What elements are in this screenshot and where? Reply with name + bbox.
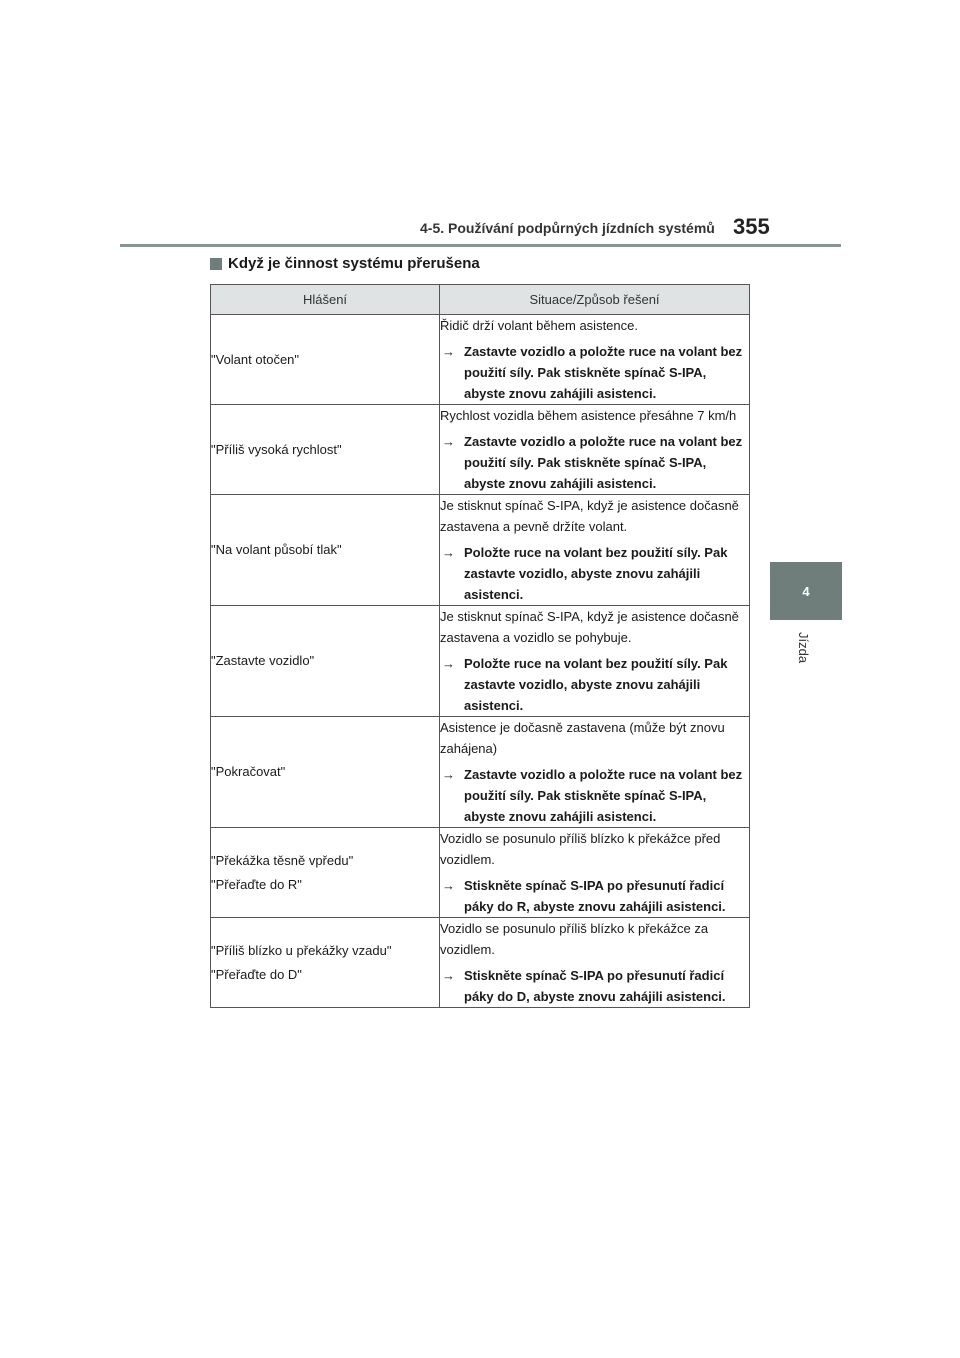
table-header-row (211, 285, 750, 315)
action-text: Položte ruce na volant bez použití síly. Pak zastavte vozidlo, abyste znovu zahájili asistenci. (464, 545, 728, 602)
situation-text: Je stisknut spínač S-IPA, když je asistence dočasně zastavena a pevně držíte volant. (440, 498, 739, 534)
arrow-right-icon: → (442, 968, 455, 983)
action-text: Zastavte vozidlo a položte ruce na volant bez použití síly. Pak stiskněte spínač S-IPA, abyste znovu zahájili asistenci. (464, 434, 743, 491)
situation-cell (440, 315, 750, 405)
message-text: "Volant otočen" (211, 351, 300, 367)
message-text: "Přeřaďte do R" (211, 876, 302, 892)
action-item (440, 875, 749, 917)
action-text: Zastavte vozidlo a položte ruce na volant bez použití síly. Pak stiskněte spínač S-IPA, abyste znovu zahájili asistenci. (464, 344, 743, 401)
situation-text: Asistence je dočasně zastavena (může být znovu zahájena) (440, 720, 725, 756)
arrow-right-icon: → (442, 545, 455, 560)
header-rule (120, 244, 841, 247)
table-row (211, 717, 750, 828)
table-row (211, 606, 750, 717)
running-header: 4-5. Používání podpůrných jízdních systémů (420, 220, 715, 236)
chapter-label: Jízda (796, 632, 811, 664)
message-text: "Přeřaďte do D" (211, 966, 302, 982)
message-text: "Příliš vysoká rychlost" (211, 441, 342, 457)
situation-text: Vozidlo se posunulo příliš blízko k překážce před vozidlem. (440, 831, 721, 867)
situation-text: Je stisknut spínač S-IPA, když je asistence dočasně zastavena a vozidlo se pohybuje. (440, 609, 739, 645)
chapter-tab: 4 (770, 562, 842, 620)
action-item (440, 341, 749, 404)
column-header-situation: Situace/Způsob řešení (440, 285, 750, 315)
message-cell (211, 918, 440, 1008)
message-text: "Zastavte vozidlo" (211, 653, 315, 668)
section-heading (210, 255, 480, 272)
message-text: "Na volant působí tlak" (211, 542, 342, 557)
message-cell (211, 717, 440, 828)
page-number: 355 (733, 214, 770, 239)
arrow-right-icon: → (442, 344, 455, 359)
table-row (211, 405, 750, 495)
situation-text: Vozidlo se posunulo příliš blízko k překážce za vozidlem. (440, 921, 709, 957)
arrow-right-icon: → (442, 878, 455, 893)
action-item (440, 764, 749, 827)
arrow-right-icon: → (442, 656, 455, 671)
situation-cell (440, 495, 750, 606)
situation-cell (440, 405, 750, 495)
action-item (440, 965, 749, 1007)
action-item (440, 431, 749, 494)
situation-cell (440, 828, 750, 918)
column-header-message: Hlášení (211, 285, 440, 315)
action-text: Položte ruce na volant bez použití síly. Pak zastavte vozidlo, abyste znovu zahájili asistenci. (464, 656, 728, 713)
square-bullet-icon (210, 258, 222, 270)
messages-table (210, 284, 750, 1008)
arrow-right-icon: → (442, 434, 455, 449)
action-text: Stiskněte spínač S-IPA po přesunutí řadicí páky do D, abyste znovu zahájili asistenci. (464, 968, 726, 1004)
message-cell (211, 828, 440, 918)
message-text: "Příliš blízko u překážky vzadu" (211, 942, 392, 958)
situation-cell (440, 606, 750, 717)
table-row (211, 315, 750, 405)
message-text: "Překážka těsně vpředu" (211, 852, 354, 868)
arrow-right-icon: → (442, 767, 455, 782)
situation-text: Řidič drží volant během asistence. (440, 318, 638, 333)
message-cell (211, 495, 440, 606)
situation-text: Rychlost vozidla během asistence přesáhne 7 km/h (440, 408, 737, 423)
message-cell (211, 315, 440, 405)
table-row (211, 828, 750, 918)
message-cell (211, 405, 440, 495)
section-heading-text: Když je činnost systému přerušena (228, 255, 480, 272)
table-row (211, 918, 750, 1008)
action-item (440, 653, 749, 716)
message-cell (211, 606, 440, 717)
table-row (211, 495, 750, 606)
message-text: "Pokračovat" (211, 764, 286, 779)
situation-cell (440, 717, 750, 828)
situation-cell (440, 918, 750, 1008)
action-item (440, 542, 749, 605)
action-text: Stiskněte spínač S-IPA po přesunutí řadicí páky do R, abyste znovu zahájili asistenci. (464, 878, 726, 914)
action-text: Zastavte vozidlo a položte ruce na volant bez použití síly. Pak stiskněte spínač S-IPA, abyste znovu zahájili asistenci. (464, 767, 743, 824)
